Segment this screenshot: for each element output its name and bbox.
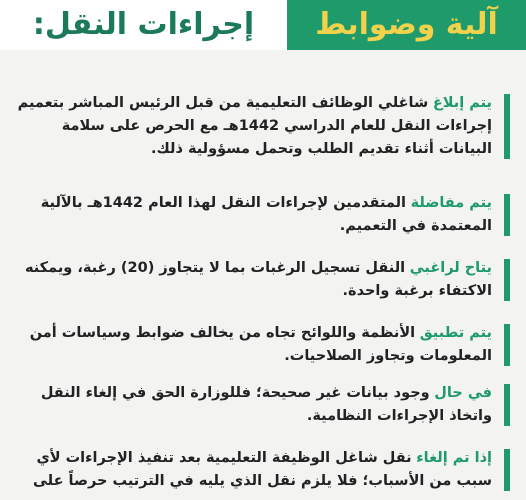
item-text: نقل شاغل الوظيفة التعليمية بعد تنفيذ الإجراءات لأي سبب من الأسباب؛ فلا يلزم نقل الذي يليه في الترتيب حرصاً على xyxy=(33,450,492,489)
title-highlight: آلية وضوابط xyxy=(315,7,498,42)
list-item xyxy=(16,257,510,303)
item-bar xyxy=(504,94,510,159)
list-item xyxy=(16,192,510,238)
item-keyword: إذا تم إلغاء xyxy=(416,450,492,466)
item-bar xyxy=(504,384,510,426)
list-item xyxy=(16,382,510,428)
item-bar xyxy=(504,194,510,236)
list-item xyxy=(16,322,510,368)
title-rest: إجراءات النقل: xyxy=(32,7,255,42)
title-rest-box xyxy=(0,0,287,50)
list-item xyxy=(16,447,510,493)
item-keyword: يتم مفاضلة xyxy=(410,195,492,211)
item-text: وجود بيانات غير صحيحة؛ فللوزارة الحق في إلغاء النقل واتخاذ الإجراءات النظامية. xyxy=(40,385,492,424)
item-keyword: في حال xyxy=(434,385,492,401)
header xyxy=(0,0,526,50)
item-bar xyxy=(504,259,510,301)
item-text: شاغلي الوظائف التعليمية من قبل الرئيس المباشر بتعميم إجراءات النقل للعام الدراسي 1442هـ مع الحرص على سلامة البيانات أثناء تقديم الطلب وتحمل مسؤولية ذلك. xyxy=(17,95,492,157)
item-keyword: يتاح لراغبي xyxy=(409,260,492,276)
item-text: الأنظمة واللوائح تجاه من يخالف ضوابط وسياسات أمن المعلومات وتجاوز الصلاحيات. xyxy=(29,325,492,364)
item-bar xyxy=(504,324,510,366)
item-keyword: يتم إبلاغ xyxy=(432,95,492,111)
item-text: النقل تسجيل الرغبات بما لا يتجاوز (20) رغبة، ويمكنه الاكتفاء برغبة واحدة. xyxy=(24,260,492,299)
item-keyword: يتم تطبيق xyxy=(419,325,492,341)
title-highlight-box xyxy=(287,0,526,50)
list-item xyxy=(16,92,510,161)
item-bar xyxy=(504,449,510,491)
item-text: المتقدمين لإجراءات النقل لهذا العام 1442هـ بالآلية المعتمدة في التعميم. xyxy=(40,195,492,234)
